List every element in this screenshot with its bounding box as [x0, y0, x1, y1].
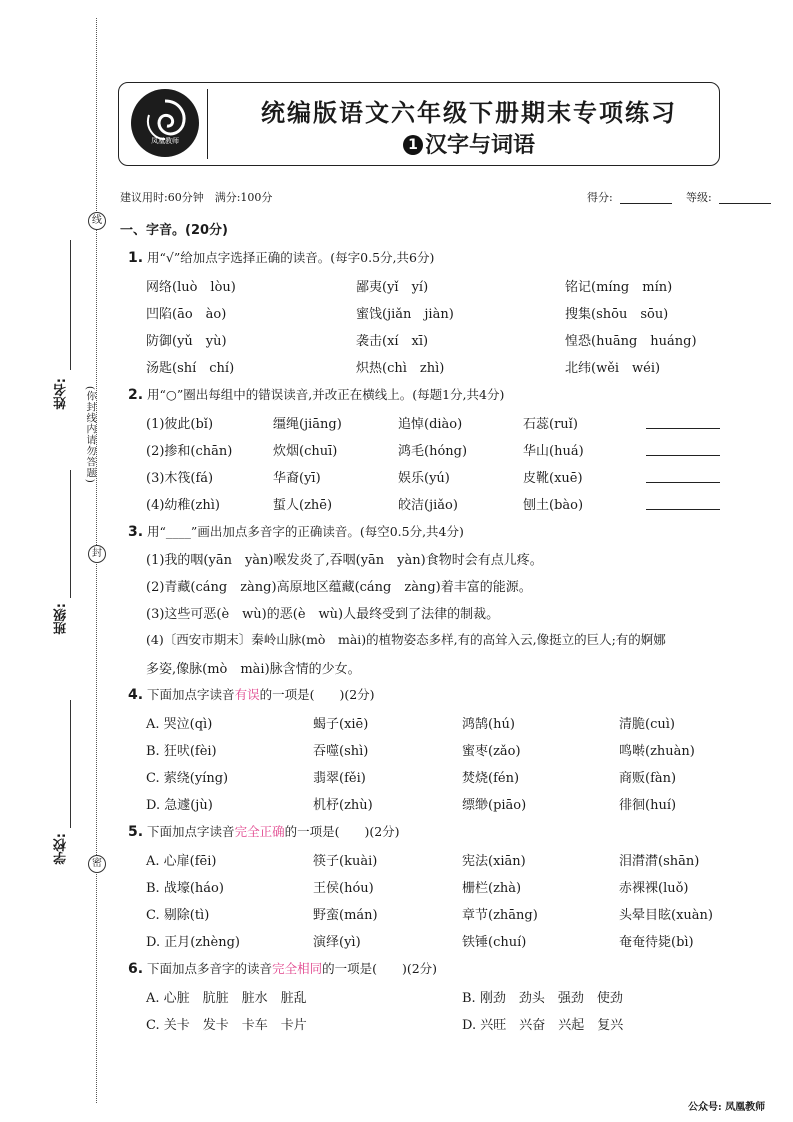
q6-option[interactable]: A. 心脏 肮脏 脏水 脏乱	[146, 991, 307, 1006]
q6-text-end: 的一项是( )(2分)	[322, 961, 438, 976]
q5-number: 5.	[128, 824, 144, 840]
q3-line[interactable]: (3)这些可恶(è wù)的恶(è wù)人最终受到了法律的制裁。	[146, 607, 500, 622]
q1-item[interactable]: 炽热(chì zhì)	[356, 361, 445, 376]
q5-word: 宪法(xiān)	[462, 854, 526, 869]
q1-item[interactable]: 铭记(míng mín)	[565, 280, 673, 295]
q1-item[interactable]: 网络(luò lòu)	[146, 280, 236, 295]
q1-item[interactable]: 搜集(shōu sōu)	[565, 307, 669, 322]
q4-word: 蜜枣(zǎo)	[462, 744, 521, 759]
phoenix-swirl-icon	[131, 89, 199, 157]
q6-highlight: 完全相同	[272, 961, 323, 976]
q6-number: 6.	[128, 961, 144, 977]
q4-option[interactable]: C. 萦绕(yíng)	[146, 771, 229, 786]
q2-item: 华裔(yī)	[273, 471, 321, 486]
q2-item: 娱乐(yú)	[398, 471, 450, 486]
publisher-logo	[131, 89, 199, 157]
q6-option[interactable]: D. 兴旺 兴奋 兴起 复兴	[462, 1018, 624, 1033]
q5-text-end: 的一项是( )(2分)	[284, 824, 400, 839]
q2-item: (4)幼稚(zhì)	[146, 498, 220, 513]
q5-word: 王侯(hóu)	[313, 881, 374, 896]
question-6	[128, 959, 437, 977]
q4-option[interactable]: D. 急遽(jù)	[146, 798, 213, 813]
q4-word: 翡翠(fěi)	[313, 771, 366, 786]
q3-line[interactable]: (1)我的咽(yān yàn)喉发炎了,吞咽(yān yàn)食物时会有点儿疼。	[146, 553, 543, 568]
class-line	[70, 470, 71, 598]
q5-word: 野蛮(mán)	[313, 908, 378, 923]
q5-word: 泪潸潸(shān)	[619, 854, 700, 869]
seal-char-top: 线	[88, 212, 106, 230]
q2-item: 缰绳(jiāng)	[273, 417, 342, 432]
section-title: 一、字音。(20分)	[120, 223, 228, 238]
school-label: 学校:	[54, 833, 69, 865]
question-2	[128, 385, 504, 403]
unit-number-badge: 1	[403, 135, 423, 155]
q5-option[interactable]: D. 正月(zhèng)	[146, 935, 240, 950]
q4-number: 4.	[128, 687, 144, 703]
q5-word: 奄奄待毙(bì)	[619, 935, 694, 950]
q4-word: 商贩(fàn)	[619, 771, 677, 786]
score-blank[interactable]	[620, 203, 672, 204]
q1-text: 用“√”给加点字选择正确的读音。(每字0.5分,共6分)	[147, 250, 435, 265]
q1-item[interactable]: 蜜饯(jiǎn jiàn)	[356, 307, 454, 322]
q2-item: 刨土(bào)	[523, 498, 584, 513]
q2-answer-blank[interactable]	[646, 428, 720, 429]
q1-item[interactable]: 惶恐(huāng huáng)	[565, 334, 697, 349]
page-title: 统编版语文六年级下册期末专项练习	[261, 98, 677, 127]
q3-line[interactable]: (4)〔西安市期末〕秦岭山脉(mò mài)的植物姿态多样,有的高耸入云,像挺立的巨人;有的婀娜	[146, 632, 666, 647]
q5-word: 头晕目眩(xuàn)	[619, 908, 713, 923]
q2-item: 皮靴(xuē)	[523, 471, 583, 486]
q2-item: (1)彼此(bǐ)	[146, 417, 214, 432]
question-4	[128, 685, 375, 703]
q1-item[interactable]: 凹陷(āo ào)	[146, 307, 227, 322]
q2-text: 用“○”圈出每组中的错误读音,并改正在横线上。(每题1分,共4分)	[147, 387, 505, 402]
q4-word: 鸣啭(zhuàn)	[619, 744, 695, 759]
subtitle-text: 汉字与词语	[424, 133, 535, 158]
q2-item: 皎洁(jiǎo)	[398, 498, 458, 513]
score-label: 得分:	[587, 191, 613, 204]
q6-text: 下面加点多音字的读音	[147, 961, 273, 976]
q5-option[interactable]: C. 剔除(tì)	[146, 908, 210, 923]
q2-answer-blank[interactable]	[646, 455, 720, 456]
q1-item[interactable]: 防御(yǔ yù)	[146, 334, 227, 349]
grade-blank[interactable]	[719, 203, 771, 204]
q5-word: 栅栏(zhà)	[462, 881, 522, 896]
q4-highlight: 有误	[234, 687, 260, 702]
q2-item: 石蕊(ruǐ)	[523, 417, 578, 432]
question-3	[128, 522, 464, 540]
q2-answer-blank[interactable]	[646, 482, 720, 483]
q4-word: 鸿鹄(hú)	[462, 717, 515, 732]
school-line	[70, 700, 71, 828]
q5-word: 赤裸裸(luǒ)	[619, 881, 689, 896]
q1-item[interactable]: 袭击(xí xī)	[356, 334, 429, 349]
q4-word: 吞噬(shì)	[313, 744, 369, 759]
header-divider	[207, 89, 208, 159]
q4-text: 下面加点字读音	[147, 687, 235, 702]
q3-number: 3.	[128, 524, 144, 540]
question-5	[128, 822, 400, 840]
grade-label: 等级:	[686, 191, 712, 204]
title-header	[118, 82, 720, 166]
q2-number: 2.	[128, 387, 144, 403]
q1-item[interactable]: 汤匙(shí chí)	[146, 361, 235, 376]
q2-item: 炊烟(chuī)	[273, 444, 338, 459]
q2-item: (3)木筏(fá)	[146, 471, 214, 486]
q3-line[interactable]: (2)青藏(cáng zàng)高原地区蕴藏(cáng zàng)着丰富的能源。	[146, 580, 532, 595]
q5-word: 筷子(kuài)	[313, 854, 378, 869]
q3-line[interactable]: 多姿,像脉(mò mài)脉含情的少女。	[146, 662, 361, 677]
q2-answer-blank[interactable]	[646, 509, 720, 510]
q5-text: 下面加点字读音	[147, 824, 235, 839]
q4-word: 清脆(cuì)	[619, 717, 675, 732]
q4-word: 机杼(zhù)	[313, 798, 373, 813]
page-subtitle	[219, 128, 719, 159]
q1-item[interactable]: 鄙夷(yǐ yí)	[356, 280, 429, 295]
q4-word: 缥缈(piāo)	[462, 798, 527, 813]
name-label: 姓名:	[54, 378, 69, 410]
q6-option[interactable]: C. 关卡 发卡 卡车 卡片	[146, 1018, 307, 1033]
q4-option[interactable]: A. 哭泣(qì)	[146, 717, 213, 732]
q4-text-end: 的一项是( )(2分)	[259, 687, 375, 702]
q6-option[interactable]: B. 刚劲 劲头 强劲 使劲	[462, 991, 623, 1006]
logo-text: 凤凰教师	[151, 137, 179, 145]
q5-highlight: 完全正确	[234, 824, 285, 839]
q5-word: 铁锤(chuí)	[462, 935, 527, 950]
q2-item: 蜇人(zhē)	[273, 498, 333, 513]
q4-word: 徘徊(huí)	[619, 798, 677, 813]
q1-item[interactable]: 北纬(wěi wéi)	[565, 361, 661, 376]
time-info: 建议用时:60分钟 满分:100分	[120, 191, 273, 204]
q4-word: 蝎子(xiē)	[313, 717, 369, 732]
q4-word: 焚烧(fén)	[462, 771, 520, 786]
q5-option[interactable]: A. 心扉(fēi)	[146, 854, 217, 869]
q1-number: 1.	[128, 250, 144, 266]
seal-char-bottom: 密	[88, 855, 106, 873]
q5-word: 章节(zhāng)	[462, 908, 538, 923]
question-1	[128, 248, 434, 266]
q2-item: (2)掺和(chān)	[146, 444, 233, 459]
binding-note: (你封线内请勿答题)	[84, 386, 95, 484]
name-line	[70, 240, 71, 370]
q2-item: 追悼(diào)	[398, 417, 463, 432]
class-label: 班级:	[54, 603, 69, 635]
footer-wechat: 公众号: 凤凰教师	[688, 1102, 766, 1113]
q3-text: 用“____”画出加点多音字的正确读音。(每空0.5分,共4分)	[147, 524, 464, 539]
seal-char-middle: 封	[88, 545, 106, 563]
q5-word: 演绎(yì)	[313, 935, 361, 950]
q2-item: 鸿毛(hóng)	[398, 444, 468, 459]
q2-item: 华山(huá)	[523, 444, 584, 459]
q5-option[interactable]: B. 战壕(háo)	[146, 881, 224, 896]
q4-option[interactable]: B. 狂吠(fèi)	[146, 744, 217, 759]
